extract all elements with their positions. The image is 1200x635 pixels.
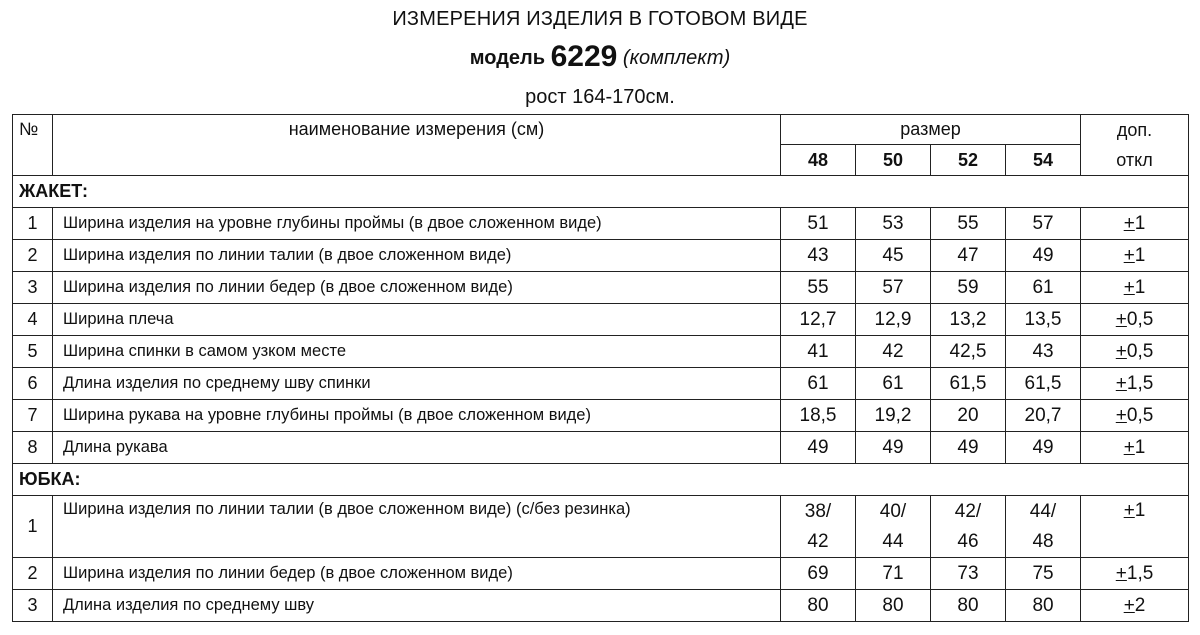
- model-label: модель: [469, 47, 546, 69]
- tolerance-value: [1081, 590, 1189, 622]
- size-value: 13,5: [1006, 304, 1081, 336]
- table-row: [13, 336, 1189, 368]
- col-size-header: размер: [781, 115, 1081, 145]
- size-value: 43: [1006, 336, 1081, 368]
- measurement-table: [12, 114, 1189, 622]
- size-value: 80: [1006, 590, 1081, 622]
- tolerance-value: [1081, 558, 1189, 590]
- size-value-part: 44/: [1029, 500, 1057, 522]
- tolerance-sign: +: [1123, 500, 1135, 521]
- size-header: 48: [781, 145, 856, 176]
- size-value: 43: [781, 240, 856, 272]
- size-value-part: 48: [1032, 530, 1054, 552]
- size-value-part: 40/: [879, 500, 907, 522]
- table-row: [13, 558, 1189, 590]
- table-row: [13, 590, 1189, 622]
- size-value: 69: [781, 558, 856, 590]
- size-value: 49: [931, 432, 1006, 464]
- size-value: 61,5: [931, 368, 1006, 400]
- tolerance-value: [1081, 432, 1189, 464]
- tolerance-sign: +: [1115, 308, 1127, 330]
- size-value: 61,5: [1006, 368, 1081, 400]
- measurement-name: Ширина рукава на уровне глубины проймы (в двое сложенном виде): [53, 400, 781, 432]
- size-value: 57: [1006, 208, 1081, 240]
- col-tol-header: [1081, 115, 1189, 176]
- tolerance-amount: 0,5: [1126, 308, 1154, 330]
- size-value: 18,5: [781, 400, 856, 432]
- measurement-name: Ширина изделия на уровне глубины проймы (в двое сложенном виде): [53, 208, 781, 240]
- size-value-part: 46: [957, 530, 979, 552]
- page-title: ИЗМЕРЕНИЯ ИЗДЕЛИЯ В ГОТОВОМ ВИДЕ: [392, 8, 808, 30]
- tolerance-sign: +: [1123, 276, 1135, 298]
- size-value: 80: [931, 590, 1006, 622]
- table-row: [13, 208, 1189, 240]
- model-line: [0, 40, 1200, 74]
- row-number: 3: [13, 590, 53, 622]
- size-value: 49: [856, 432, 931, 464]
- row-number: 3: [13, 272, 53, 304]
- size-value: 20: [931, 400, 1006, 432]
- measurement-name: Ширина изделия по линии талии (в двое сложенном виде): [53, 240, 781, 272]
- header-row-1: [13, 115, 1189, 145]
- tolerance-value: [1081, 496, 1189, 558]
- size-value: 59: [931, 272, 1006, 304]
- measurement-name: Ширина изделия по линии бедер (в двое сложенном виде): [53, 272, 781, 304]
- size-value: 51: [781, 208, 856, 240]
- size-value: 20,7: [1006, 400, 1081, 432]
- size-value: 49: [1006, 432, 1081, 464]
- row-number: 2: [13, 240, 53, 272]
- col-tol-line-2: откл: [1116, 150, 1153, 170]
- size-header: 50: [856, 145, 931, 176]
- row-number: 4: [13, 304, 53, 336]
- size-header: 54: [1006, 145, 1081, 176]
- table-row: [13, 400, 1189, 432]
- size-value-part: 42/: [954, 500, 982, 522]
- tolerance-sign: +: [1115, 372, 1127, 394]
- size-value: 61: [856, 368, 931, 400]
- size-value: 42: [856, 336, 931, 368]
- tolerance-amount: 2: [1134, 594, 1146, 616]
- section-row: [13, 176, 1189, 208]
- size-value: 55: [931, 208, 1006, 240]
- tolerance-sign: +: [1123, 594, 1135, 616]
- size-value: 61: [1006, 272, 1081, 304]
- row-number: 1: [13, 496, 53, 558]
- size-value: [931, 496, 1006, 558]
- tolerance-amount: 1: [1134, 212, 1146, 234]
- tolerance-amount: 1: [1134, 436, 1146, 458]
- measurement-name: Длина изделия по среднему шву: [53, 590, 781, 622]
- size-value: 53: [856, 208, 931, 240]
- tolerance-sign: +: [1115, 562, 1127, 584]
- tolerance-value: [1081, 272, 1189, 304]
- size-value: 13,2: [931, 304, 1006, 336]
- size-value: 49: [1006, 240, 1081, 272]
- tolerance-amount: 0,5: [1126, 404, 1154, 426]
- tolerance-sign: +: [1123, 436, 1135, 458]
- row-number: 2: [13, 558, 53, 590]
- size-value-part: 44: [882, 530, 904, 552]
- size-value: 42,5: [931, 336, 1006, 368]
- size-value-part: 38/: [804, 500, 832, 522]
- table-row: [13, 304, 1189, 336]
- table-row: [13, 368, 1189, 400]
- tolerance-sign: +: [1123, 244, 1135, 266]
- size-value: [781, 496, 856, 558]
- row-number: 5: [13, 336, 53, 368]
- tolerance-amount: 1: [1134, 276, 1146, 298]
- size-value: 80: [781, 590, 856, 622]
- model-kit: (комплект): [622, 47, 731, 69]
- size-value: 49: [781, 432, 856, 464]
- col-name-header: наименование измерения (см): [53, 115, 781, 176]
- size-value: [856, 496, 931, 558]
- size-value: 12,9: [856, 304, 931, 336]
- size-value: 80: [856, 590, 931, 622]
- tolerance-sign: +: [1115, 404, 1127, 426]
- tolerance-amount: 1,5: [1126, 562, 1154, 584]
- table-row: [13, 432, 1189, 464]
- size-value: 71: [856, 558, 931, 590]
- table-row: [13, 496, 1189, 558]
- tolerance-value: [1081, 400, 1189, 432]
- tolerance-value: [1081, 304, 1189, 336]
- row-number: 1: [13, 208, 53, 240]
- measurement-name: Длина рукава: [53, 432, 781, 464]
- tolerance-sign: +: [1123, 212, 1135, 234]
- tolerance-sign: +: [1115, 340, 1127, 362]
- section-row: [13, 464, 1189, 496]
- col-no-header: №: [13, 115, 53, 176]
- measurement-name: Длина изделия по среднему шву спинки: [53, 368, 781, 400]
- size-value-part: 42: [807, 530, 829, 552]
- size-value: 55: [781, 272, 856, 304]
- size-value: 47: [931, 240, 1006, 272]
- model-number: 6229: [550, 40, 618, 73]
- size-value: 61: [781, 368, 856, 400]
- tolerance-value: [1081, 368, 1189, 400]
- tolerance-value: [1081, 208, 1189, 240]
- tolerance-value: [1081, 240, 1189, 272]
- size-value: [1006, 496, 1081, 558]
- size-value: 45: [856, 240, 931, 272]
- section-title: ЮБКА:: [13, 464, 1189, 496]
- size-value: 12,7: [781, 304, 856, 336]
- size-value: 75: [1006, 558, 1081, 590]
- height-range: рост 164-170см.: [525, 86, 675, 108]
- tolerance-amount: 0,5: [1126, 340, 1154, 362]
- table-row: [13, 272, 1189, 304]
- section-title: ЖАКЕТ:: [13, 176, 1189, 208]
- table-row: [13, 240, 1189, 272]
- measurement-name: Ширина изделия по линии талии (в двое сложенном виде) (с/без резинка): [53, 496, 781, 558]
- size-value: 73: [931, 558, 1006, 590]
- size-value: 41: [781, 336, 856, 368]
- row-number: 8: [13, 432, 53, 464]
- measurement-name: Ширина изделия по линии бедер (в двое сложенном виде): [53, 558, 781, 590]
- size-value: 19,2: [856, 400, 931, 432]
- tolerance-amount: 1,5: [1126, 372, 1154, 394]
- row-number: 7: [13, 400, 53, 432]
- size-value: 57: [856, 272, 931, 304]
- row-number: 6: [13, 368, 53, 400]
- col-tol-line-1: доп.: [1116, 120, 1153, 140]
- measurement-name: Ширина плеча: [53, 304, 781, 336]
- size-header: 52: [931, 145, 1006, 176]
- tolerance-value: [1081, 336, 1189, 368]
- tolerance-amount: 1: [1134, 500, 1146, 521]
- measurement-name: Ширина спинки в самом узком месте: [53, 336, 781, 368]
- tolerance-amount: 1: [1134, 244, 1146, 266]
